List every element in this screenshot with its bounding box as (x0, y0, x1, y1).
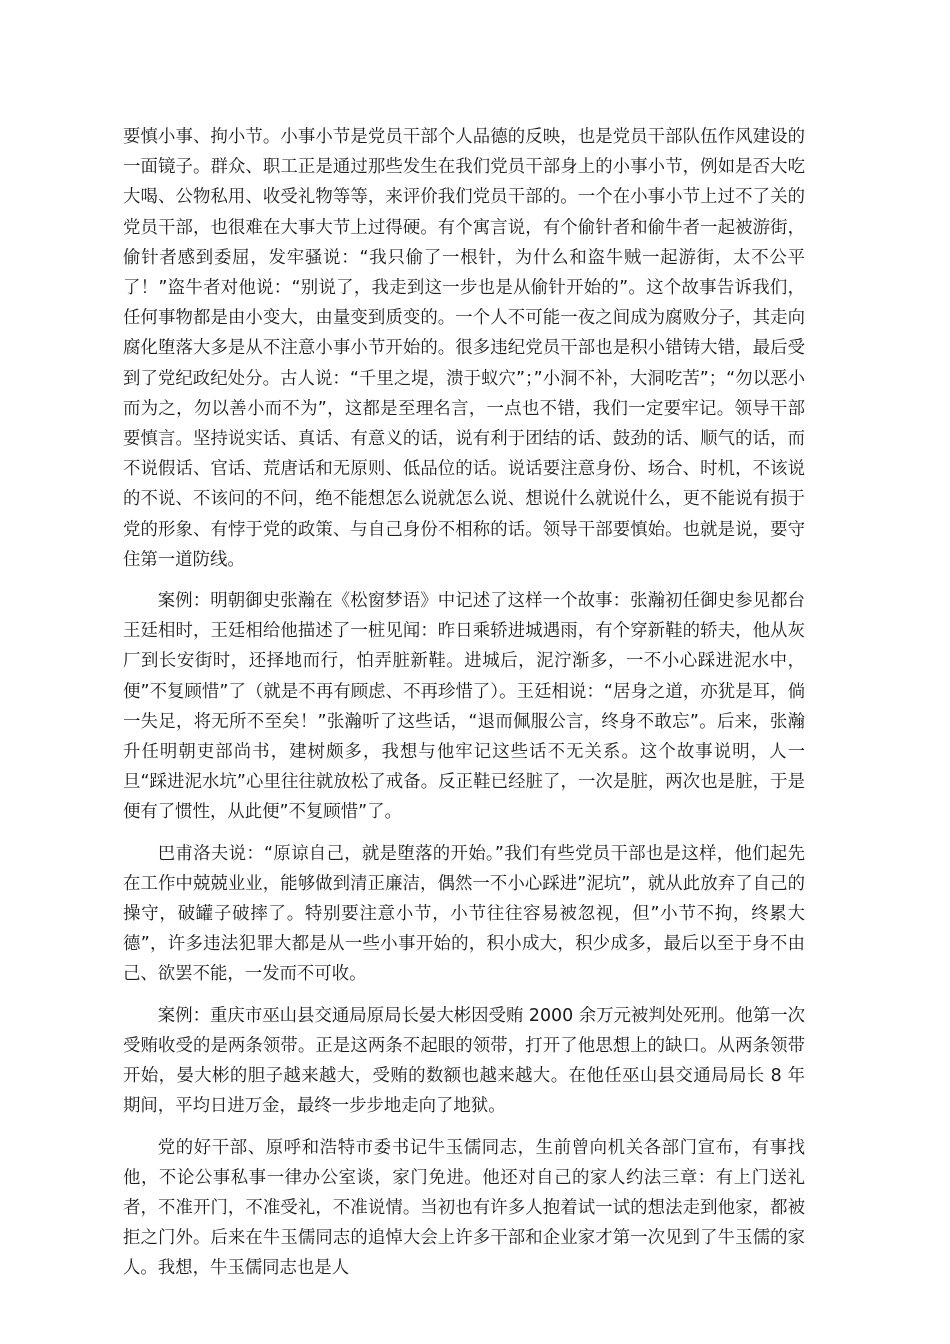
paragraph-1: 要慎小事、拘小节。小事小节是党员干部个人品德的反映，也是党员干部队伍作风建设的一面镜子。群众、职工正是通过那些发生在我们党员干部身上的小事小节，例如是否大吃大喝、公物私用、收受礼物等等，来评价我们党员干部的。一个在小事小节上过不了关的党员干部，也很难在大事大节上过得硬。有个寓言说，有个偷针者和偷牛者一起被游街，偷针者感到委屈，发牢骚说：“我只偷了一根针，为什么和盗牛贼一起游街，太不公平了！”盗牛者对他说：“别说了，我走到这一步也是从偷针开始的”。这个故事告诉我们，任何事物都是由小变大，由量变到质变的。一个人不可能一夜之间成为腐败分子，其走向腐化堕落大多是从不注意小事小节开始的。很多违纪党员干部也是积小错铸大错，最后受到了党纪政纪处分。古人说：“千里之堤，溃于蚁穴”；”小洞不补，大洞吃苦”；“勿以恶小而为之，勿以善小而不为”，这都是至理名言，一点也不错，我们一定要牢记。领导干部要慎言。坚持说实话、真话、有意义的话，说有利于团结的话、鼓劲的话、顺气的话，而不说假话、官话、荒唐话和无原则、低品位的话。说话要注意身份、场合、时机，不该说的不说、不该问的不问，绝不能想怎么说就怎么说、想说什么就说什么，更不能说有损于党的形象、有悖于党的政策、与自己身份不相称的话。领导干部要慎始。也就是说，要守住第一道防线。 (123, 127, 805, 570)
paragraph-5: 党的好干部、原呼和浩特市委书记牛玉儒同志，生前曾向机关各部门宣布，有事找他，不论公事私事一律办公室谈，家门免进。他还对自己的家人约法三章：有上门送礼者，不准开门，不准受礼，不准说情。当初也有许多人抱着试一试的想法走到他家，都被拒之门外。后来在牛玉儒同志的追悼大会上许多干部和企业家才第一次见到了牛玉儒的家人。我想，牛玉儒同志也是人 (123, 1137, 805, 1279)
paragraph-3: 巴甫洛夫说：“原谅自己，就是堕落的开始。”我们有些党员干部也是这样，他们起先在工作中兢兢业业，能够做到清正廉洁，偶然一不小心踩进”泥坑”，就从此放弃了自己的操守，破罐子破摔了。特别要注意小节，小节往往容易被忽视，但”小节不拘，终累大德”，许多违法犯罪大都是从一些小事开始的，积小成大，积少成多，最后以至于身不由己、欲罢不能，一发而不可收。 (123, 843, 805, 985)
paragraph-4: 案例：重庆市巫山县交通局原局长晏大彬因受贿 2000 余万元被判处死刑。他第一次受贿收受的是两条领带。正是这两条不起眼的领带，打开了他思想上的缺口。从两条领带开始，晏大彬的胆子越来越大，受贿的数额也越来越大。在他任巫山县交通局局长 8 年期间，平均日进万金，最终一步步地走向了地狱。 (123, 1005, 805, 1117)
document-body (123, 122, 805, 1295)
paragraph-2: 案例：明朝御史张瀚在《松窗梦语》中记述了这样一个故事：张瀚初任御史参见都台王廷相时，王廷相给他描述了一桩见闻：昨日乘轿进城遇雨，有个穿新鞋的轿夫，他从灰厂到长安街时，还择地而行，怕弄脏新鞋。进城后，泥泞渐多，一不小心踩进泥水中，便”不复顾惜”了（就是不再有顾虑、不再珍惜了）。王廷相说：“居身之道，亦犹是耳，倘一失足，将无所不至矣！”张瀚听了这些话，“退而佩服公言，终身不敢忘”。后来，张瀚升任明朝吏部尚书，建树颇多，我想与他牢记这些话不无关系。这个故事说明，人一旦“踩进泥水坑”心里往往就放松了戒备。反正鞋已经脏了，一次是脏，两次也是脏，于是便有了惯性，从此便”不复顾惜”了。 (123, 591, 805, 823)
